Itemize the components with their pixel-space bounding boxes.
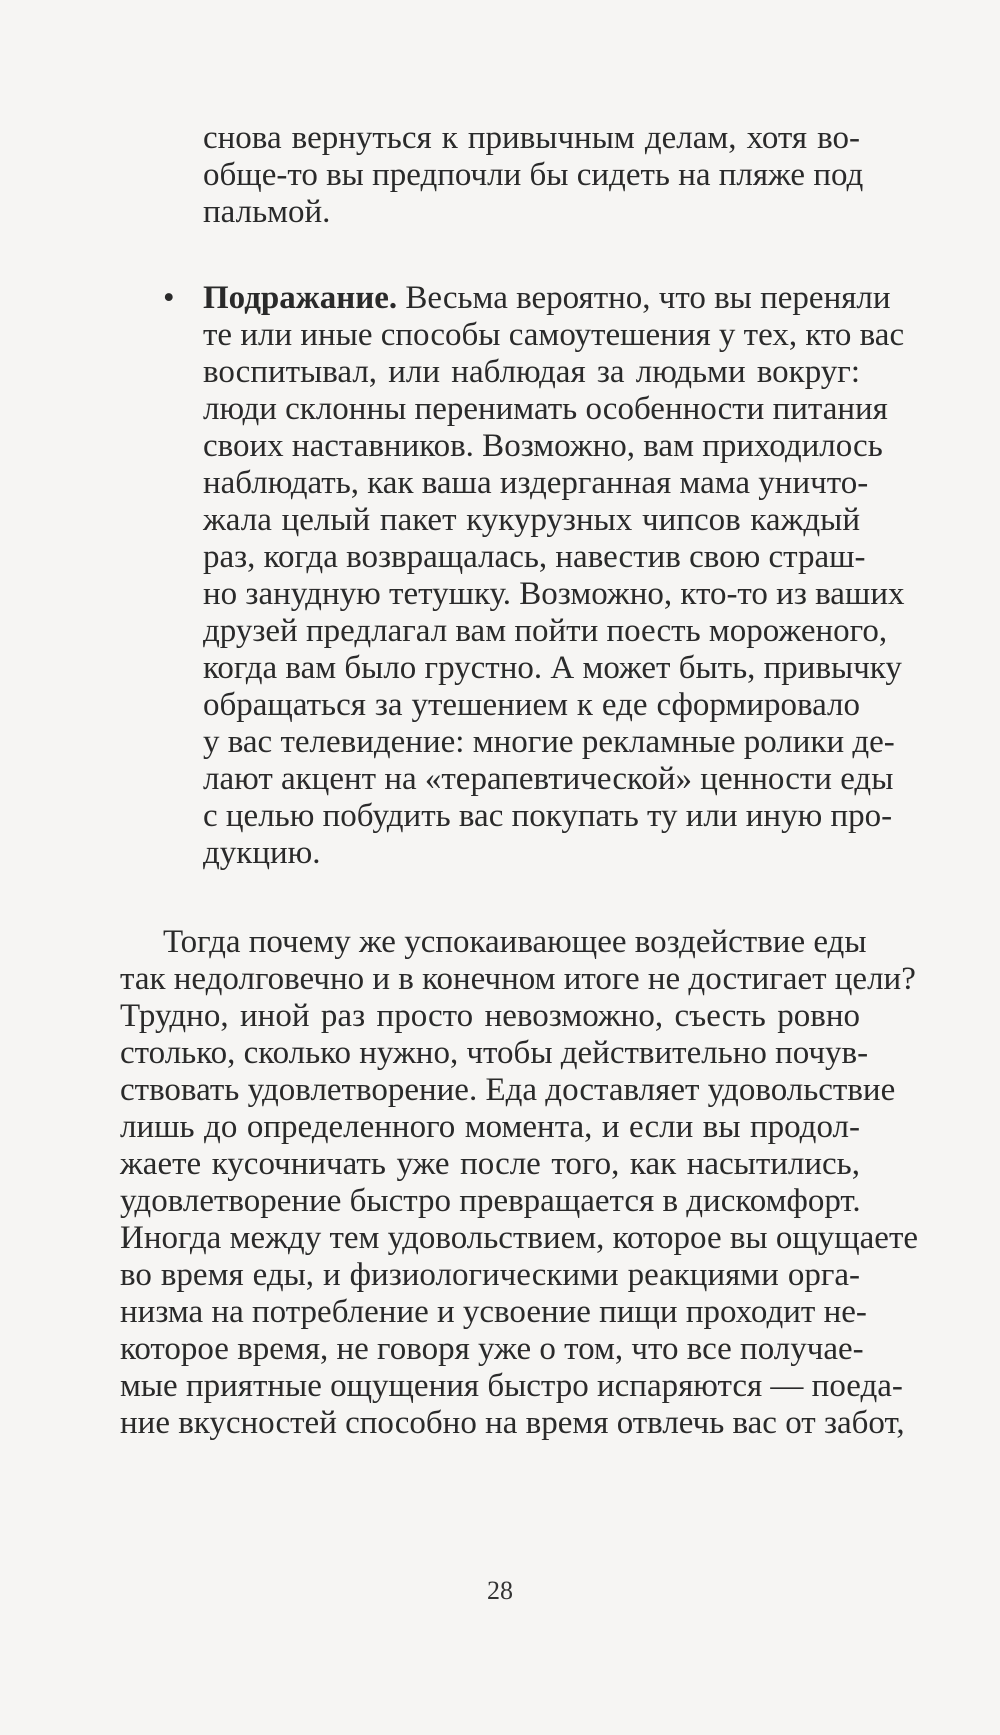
text-line: с целью побудить вас покупать ту или иную про- (203, 798, 893, 834)
text-line: столько, сколько нужно, чтобы действительно почув- (120, 1035, 869, 1071)
text-line: пальмой. (203, 194, 331, 230)
text-line: жала целый пакет кукурузных чипсов каждый (203, 502, 860, 538)
text-line: обще-то вы предпочли бы сидеть на пляже под (203, 157, 864, 193)
text-line: воспитывал, или наблюдая за людьми вокруг: (203, 354, 860, 390)
text-line: у вас телевидение: многие рекламные ролики де- (203, 724, 895, 760)
text-line: низма на потребление и усвоение пищи проходит не- (120, 1294, 867, 1330)
text-line: друзей предлагал вам пойти поесть мороженого, (203, 613, 888, 649)
text-line: своих наставников. Возможно, вам приходилось (203, 428, 883, 464)
text-line: те или иные способы самоутешения у тех, кто вас (203, 317, 905, 353)
text-line: наблюдать, как ваша издерганная мама уничто- (203, 465, 869, 501)
text-line: обращаться за утешением к еде сформировало (203, 687, 860, 723)
text-line: но занудную тетушку. Возможно, кто-то из ваших (203, 576, 905, 612)
text-line: жаете кусочничать уже после того, как насытились, (120, 1146, 860, 1182)
text-line: которое время, не говоря уже о том, что все получае- (120, 1331, 864, 1367)
bullet-first-line (203, 278, 891, 318)
text-line: ствовать удовлетворение. Еда доставляет удовольствие (120, 1072, 896, 1108)
text-line: Трудно, иной раз просто невозможно, съесть ровно (120, 998, 860, 1034)
bullet-term: Подражание. (203, 280, 398, 316)
text-line: дукцию. (203, 835, 321, 871)
paragraph-first-line: Тогда почему же успокаивающее воздействие еды (163, 924, 867, 960)
text-line: так недолговечно и в конечном итоге не достигает цели? (120, 961, 916, 997)
text-line: снова вернуться к привычным делам, хотя во- (203, 120, 860, 156)
text-line: удовлетворение быстро превращается в дискомфорт. (120, 1183, 861, 1219)
text-line: Иногда между тем удовольствием, которое вы ощущаете (120, 1220, 919, 1256)
text-line: во время еды, и физиологическими реакциями орга- (120, 1257, 860, 1293)
text-line: раз, когда возвращалась, навестив свою страш- (203, 539, 866, 575)
text-line: лают акцент на «терапевтической» ценности еды (203, 761, 894, 797)
bullet-marker: • (163, 280, 175, 316)
text-line: люди склонны перенимать особенности питания (203, 391, 888, 427)
text-line: когда вам было грустно. А может быть, привычку (203, 650, 902, 686)
page-number: 28 (487, 1576, 513, 1605)
text-line: мые приятные ощущения быстро испаряются — поеда- (120, 1368, 903, 1404)
text-line: ние вкусностей способно на время отвлечь вас от забот, (120, 1405, 905, 1441)
bullet-first-line-text: Весьма вероятно, что вы переняли (397, 280, 891, 316)
text-line: лишь до определенного момента, и если вы продол- (120, 1109, 860, 1145)
